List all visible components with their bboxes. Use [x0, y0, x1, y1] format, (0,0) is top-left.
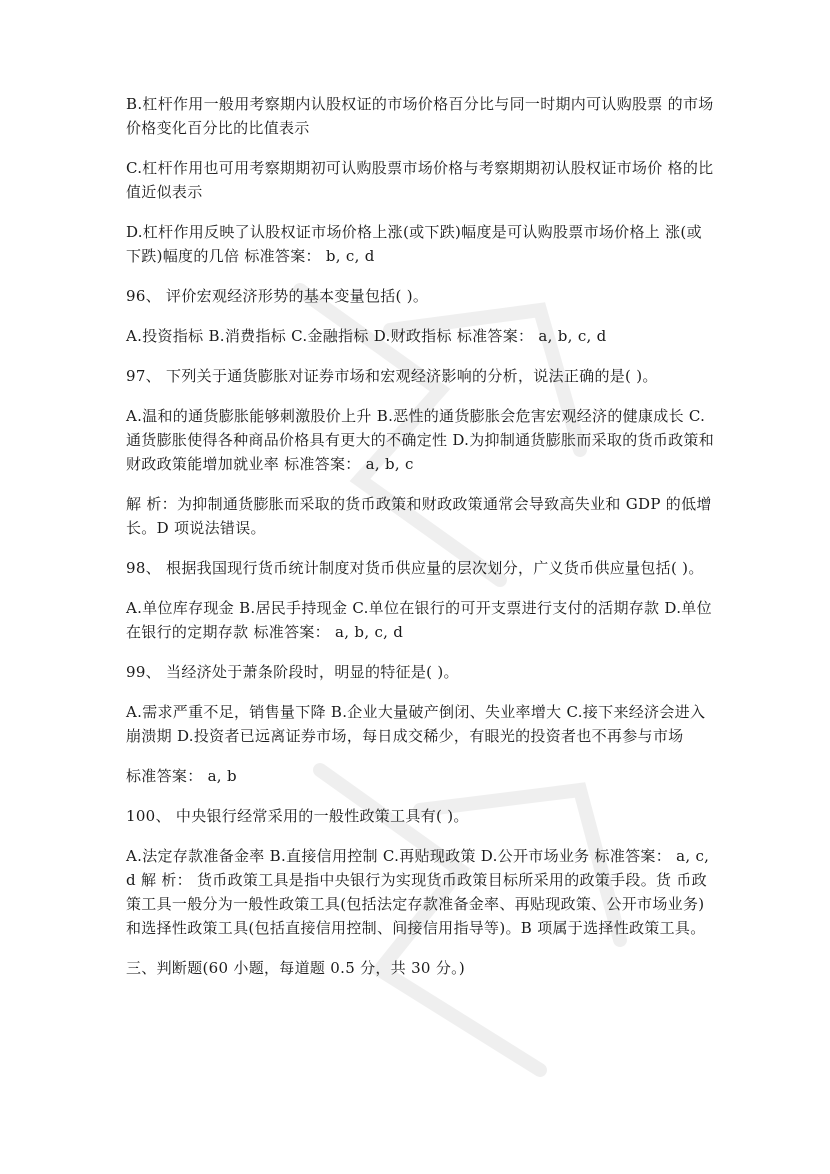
- question-99-answer: 标准答案： a, b: [126, 767, 237, 785]
- option-text-d-answer: D.杠杆作用反映了认股权证市场价格上涨(或下跌)幅度是可认购股票市场价格上 涨(或下跌)幅度的几倍 标准答案： b, c, d: [126, 223, 702, 265]
- question-97-explanation: 解 析：为抑制通货膨胀而采取的货币政策和财政政策通常会导致高失业和 GDP 的低增长。D 项说法错误。: [126, 495, 712, 537]
- question-96: 96、 评价宏观经济形势的基本变量包括( )。: [126, 287, 429, 305]
- question-98: 98、 根据我国现行货币统计制度对货币供应量的层次划分，广义货币供应量包括( )。: [126, 559, 704, 577]
- option-text-b: B.杠杆作用一般用考察期内认股权证的市场价格百分比与同一时期内可认购股票 的市场价格变化百分比的比值表示: [126, 95, 714, 137]
- question-100: 100、 中央银行经常采用的一般性政策工具有( )。: [126, 807, 469, 825]
- section-heading-true-false: 三、判断题(60 小题，每道题 0.5 分，共 30 分。): [126, 959, 466, 977]
- option-text-c: C.杠杆作用也可用考察期期初可认购股票市场价格与考察期期初认股权证市场价 格的比值近似表示: [126, 159, 714, 201]
- question-97-options-answer: A.温和的通货膨胀能够刺激股价上升 B.恶性的通货膨胀会危害宏观经济的健康成长 C.通货膨胀使得各种商品价格具有更大的不确定性 D.为抑制通货膨胀而采取的货币政策和财政政策能增加就业率 标准答案： a, b, c: [126, 407, 715, 473]
- document-page: [126, 92, 716, 996]
- question-99: 99、 当经济处于萧条阶段时，明显的特征是( )。: [126, 663, 459, 681]
- question-100-options-answer-explanation: A.法定存款准备金率 B.直接信用控制 C.再贴现政策 D.公开市场业务 标准答案： a, c, d 解 析： 货币政策工具是指中央银行为实现货币政策目标所采用的政策手段。货 币政策工具一般分为一般性政策工具(包括法定存款准备金率、再贴现政策、公开市场业务) 和选择性政策工具(包括直接信用控制、间接信用指导等)。B 项属于选择性政策工具。: [126, 847, 710, 937]
- question-99-options: A.需求严重不足，销售量下降 B.企业大量破产倒闭、失业率增大 C.接下来经济会进入崩溃期 D.投资者已远离证券市场，每日成交稀少，有眼光的投资者也不再参与市场: [126, 703, 706, 745]
- question-97: 97、 下列关于通货膨胀对证券市场和宏观经济影响的分析，说法正确的是( )。: [126, 367, 658, 385]
- question-96-options-answer: A.投资指标 B.消费指标 C.金融指标 D.财政指标 标准答案： a, b, c, d: [126, 327, 607, 345]
- question-98-options-answer: A.单位库存现金 B.居民手持现金 C.单位在银行的可开支票进行支付的活期存款 D.单位在银行的定期存款 标准答案： a, b, c, d: [126, 599, 712, 641]
